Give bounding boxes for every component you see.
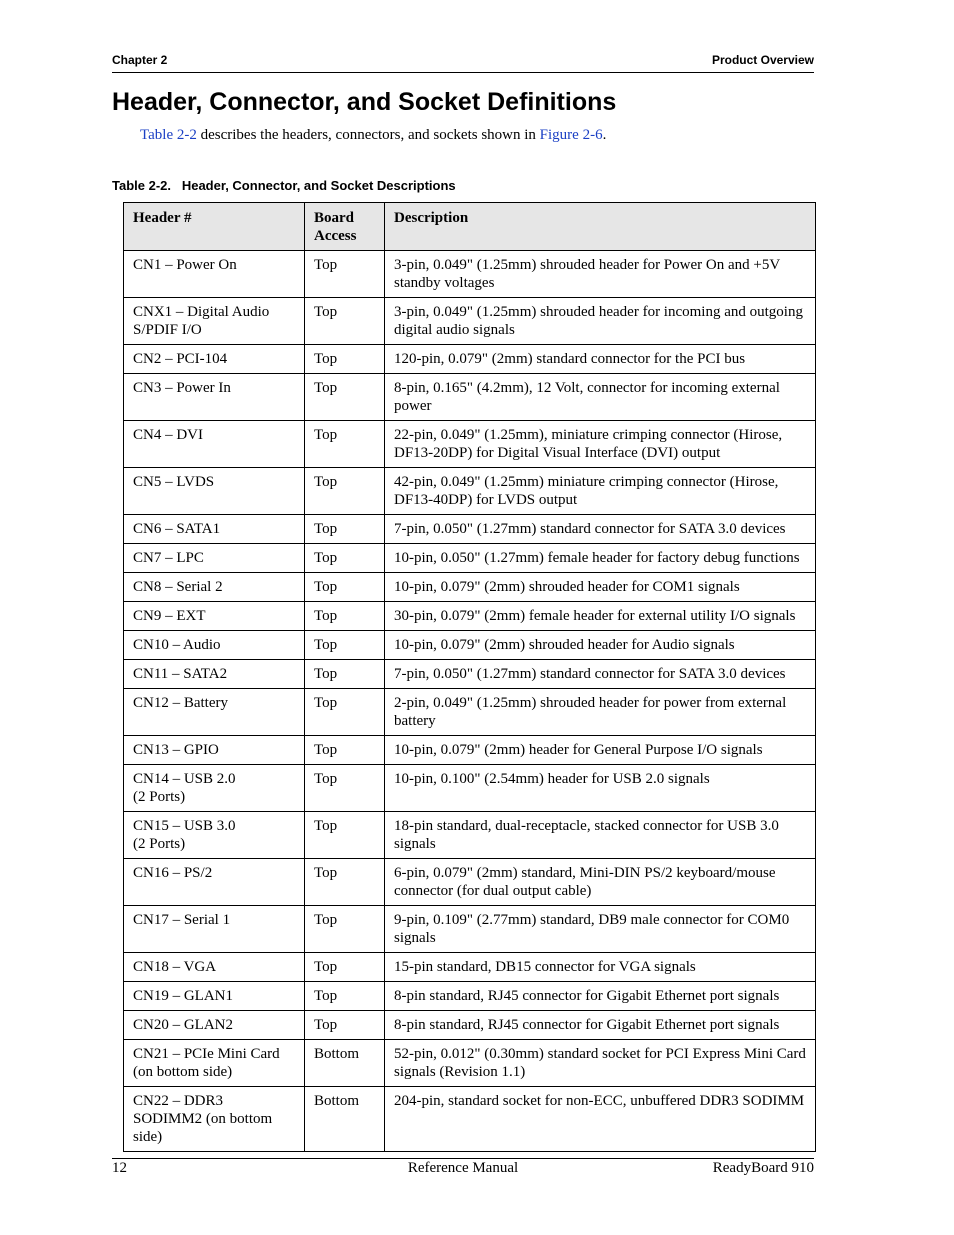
cell-description: 30-pin, 0.079" (2mm) female header for external utility I/O signals bbox=[385, 602, 816, 631]
table-row bbox=[124, 736, 816, 765]
cell-header-number: CN5 – LVDS bbox=[124, 468, 305, 515]
cell-board-access: Top bbox=[305, 374, 385, 421]
intro-text: describes the headers, connectors, and sockets shown in bbox=[196, 127, 540, 143]
cell-description: 8-pin standard, RJ45 connector for Gigabit Ethernet port signals bbox=[385, 1011, 816, 1040]
figure-reference-link[interactable]: Figure 2-6 bbox=[539, 127, 603, 143]
table-row bbox=[124, 631, 816, 660]
cell-board-access: Top bbox=[305, 906, 385, 953]
cell-description: 3-pin, 0.049" (1.25mm) shrouded header for Power On and +5V standby voltages bbox=[385, 251, 816, 298]
cell-board-access: Top bbox=[305, 1011, 385, 1040]
cell-board-access: Top bbox=[305, 421, 385, 468]
cell-description: 7-pin, 0.050" (1.27mm) standard connector for SATA 3.0 devices bbox=[385, 515, 816, 544]
cell-header-number: CN2 – PCI-104 bbox=[124, 345, 305, 374]
table-row bbox=[124, 1087, 816, 1152]
cell-description: 22-pin, 0.049" (1.25mm), miniature crimping connector (Hirose, DF13-20DP) for Digital Visual Interface (DVI) output bbox=[385, 421, 816, 468]
cell-board-access: Top bbox=[305, 544, 385, 573]
document-title: Reference Manual bbox=[407, 1160, 519, 1176]
connector-table bbox=[123, 202, 816, 1152]
cell-description: 7-pin, 0.050" (1.27mm) standard connector for SATA 3.0 devices bbox=[385, 660, 816, 689]
table-reference-link[interactable]: Table 2-2 bbox=[140, 127, 197, 143]
table-row bbox=[124, 660, 816, 689]
cell-description: 10-pin, 0.100" (2.54mm) header for USB 2.0 signals bbox=[385, 765, 816, 812]
cell-board-access: Top bbox=[305, 660, 385, 689]
page-title: Header, Connector, and Socket Definitions bbox=[112, 88, 617, 116]
cell-header-number: CN7 – LPC bbox=[124, 544, 305, 573]
cell-board-access: Bottom bbox=[305, 1040, 385, 1087]
cell-header-number: CN10 – Audio bbox=[124, 631, 305, 660]
cell-board-access: Top bbox=[305, 859, 385, 906]
running-footer bbox=[112, 1158, 814, 1181]
table-row bbox=[124, 1040, 816, 1087]
table-row bbox=[124, 906, 816, 953]
cell-board-access: Top bbox=[305, 736, 385, 765]
cell-board-access: Top bbox=[305, 689, 385, 736]
cell-board-access: Top bbox=[305, 251, 385, 298]
table-row bbox=[124, 859, 816, 906]
cell-description: 18-pin standard, dual-receptacle, stacked connector for USB 3.0 signals bbox=[385, 812, 816, 859]
cell-header-number: CN1 – Power On bbox=[124, 251, 305, 298]
cell-description: 52-pin, 0.012" (0.30mm) standard socket for PCI Express Mini Card signals (Revision 1.1) bbox=[385, 1040, 816, 1087]
cell-header-number: CN17 – Serial 1 bbox=[124, 906, 305, 953]
cell-header-number: CN13 – GPIO bbox=[124, 736, 305, 765]
cell-header-number: CN18 – VGA bbox=[124, 953, 305, 982]
cell-board-access: Top bbox=[305, 812, 385, 859]
intro-end: . bbox=[602, 127, 607, 143]
cell-board-access: Bottom bbox=[305, 1087, 385, 1152]
cell-description: 10-pin, 0.050" (1.27mm) female header for factory debug functions bbox=[385, 544, 816, 573]
section-label: Product Overview bbox=[711, 53, 814, 67]
cell-header-number: CN14 – USB 2.0 (2 Ports) bbox=[124, 765, 305, 812]
table-row bbox=[124, 421, 816, 468]
table-row bbox=[124, 251, 816, 298]
table-row bbox=[124, 544, 816, 573]
cell-description: 15-pin standard, DB15 connector for VGA signals bbox=[385, 953, 816, 982]
running-header bbox=[112, 52, 814, 73]
table-row bbox=[124, 515, 816, 544]
cell-description: 10-pin, 0.079" (2mm) shrouded header for Audio signals bbox=[385, 631, 816, 660]
cell-header-number: CN12 – Battery bbox=[124, 689, 305, 736]
cell-description: 2-pin, 0.049" (1.25mm) shrouded header for power from external battery bbox=[385, 689, 816, 736]
cell-header-number: CN21 – PCIe Mini Card (on bottom side) bbox=[124, 1040, 305, 1087]
table-caption: Table 2-2. Header, Connector, and Socket Descriptions bbox=[112, 178, 456, 193]
table-row bbox=[124, 765, 816, 812]
table-row bbox=[124, 982, 816, 1011]
table-row bbox=[124, 602, 816, 631]
table-header-row bbox=[124, 203, 816, 251]
cell-header-number: CN15 – USB 3.0 (2 Ports) bbox=[124, 812, 305, 859]
cell-header-number: CN9 – EXT bbox=[124, 602, 305, 631]
table-row bbox=[124, 1011, 816, 1040]
cell-description: 42-pin, 0.049" (1.25mm) miniature crimping connector (Hirose, DF13-40DP) for LVDS output bbox=[385, 468, 816, 515]
cell-board-access: Top bbox=[305, 298, 385, 345]
cell-board-access: Top bbox=[305, 602, 385, 631]
cell-header-number: CN8 – Serial 2 bbox=[124, 573, 305, 602]
page-number: 12 bbox=[112, 1160, 127, 1176]
table-row bbox=[124, 689, 816, 736]
table-row bbox=[124, 953, 816, 982]
cell-description: 10-pin, 0.079" (2mm) shrouded header for COM1 signals bbox=[385, 573, 816, 602]
cell-board-access: Top bbox=[305, 468, 385, 515]
cell-header-number: CN20 – GLAN2 bbox=[124, 1011, 305, 1040]
cell-description: 120-pin, 0.079" (2mm) standard connector for the PCI bus bbox=[385, 345, 816, 374]
cell-header-number: CN19 – GLAN1 bbox=[124, 982, 305, 1011]
cell-board-access: Top bbox=[305, 515, 385, 544]
cell-board-access: Top bbox=[305, 765, 385, 812]
cell-header-number: CN22 – DDR3 SODIMM2 (on bottom side) bbox=[124, 1087, 305, 1152]
cell-description: 6-pin, 0.079" (2mm) standard, Mini-DIN PS/2 keyboard/mouse connector (for dual output cable) bbox=[385, 859, 816, 906]
table-row bbox=[124, 345, 816, 374]
cell-header-number: CN4 – DVI bbox=[124, 421, 305, 468]
table-row bbox=[124, 468, 816, 515]
cell-description: 3-pin, 0.049" (1.25mm) shrouded header for incoming and outgoing digital audio signals bbox=[385, 298, 816, 345]
column-header-header-number: Header # bbox=[124, 203, 305, 251]
cell-header-number: CNX1 – Digital Audio S/PDIF I/O bbox=[124, 298, 305, 345]
cell-header-number: CN11 – SATA2 bbox=[124, 660, 305, 689]
cell-description: 9-pin, 0.109" (2.77mm) standard, DB9 male connector for COM0 signals bbox=[385, 906, 816, 953]
cell-description: 204-pin, standard socket for non-ECC, unbuffered DDR3 SODIMM bbox=[385, 1087, 816, 1152]
cell-header-number: CN3 – Power In bbox=[124, 374, 305, 421]
table-body bbox=[124, 251, 816, 1152]
intro-paragraph bbox=[140, 127, 606, 144]
cell-board-access: Top bbox=[305, 345, 385, 374]
chapter-label: Chapter 2 bbox=[112, 53, 168, 67]
cell-board-access: Top bbox=[305, 573, 385, 602]
product-name: ReadyBoard 910 bbox=[712, 1160, 814, 1176]
table-row bbox=[124, 298, 816, 345]
cell-description: 10-pin, 0.079" (2mm) header for General Purpose I/O signals bbox=[385, 736, 816, 765]
column-header-board-access: Board Access bbox=[305, 203, 385, 251]
cell-description: 8-pin, 0.165" (4.2mm), 12 Volt, connector for incoming external power bbox=[385, 374, 816, 421]
cell-description: 8-pin standard, RJ45 connector for Gigabit Ethernet port signals bbox=[385, 982, 816, 1011]
cell-board-access: Top bbox=[305, 631, 385, 660]
cell-board-access: Top bbox=[305, 982, 385, 1011]
cell-header-number: CN16 – PS/2 bbox=[124, 859, 305, 906]
cell-board-access: Top bbox=[305, 953, 385, 982]
table-row bbox=[124, 573, 816, 602]
column-header-description: Description bbox=[385, 203, 816, 251]
table-row bbox=[124, 812, 816, 859]
cell-header-number: CN6 – SATA1 bbox=[124, 515, 305, 544]
table-row bbox=[124, 374, 816, 421]
